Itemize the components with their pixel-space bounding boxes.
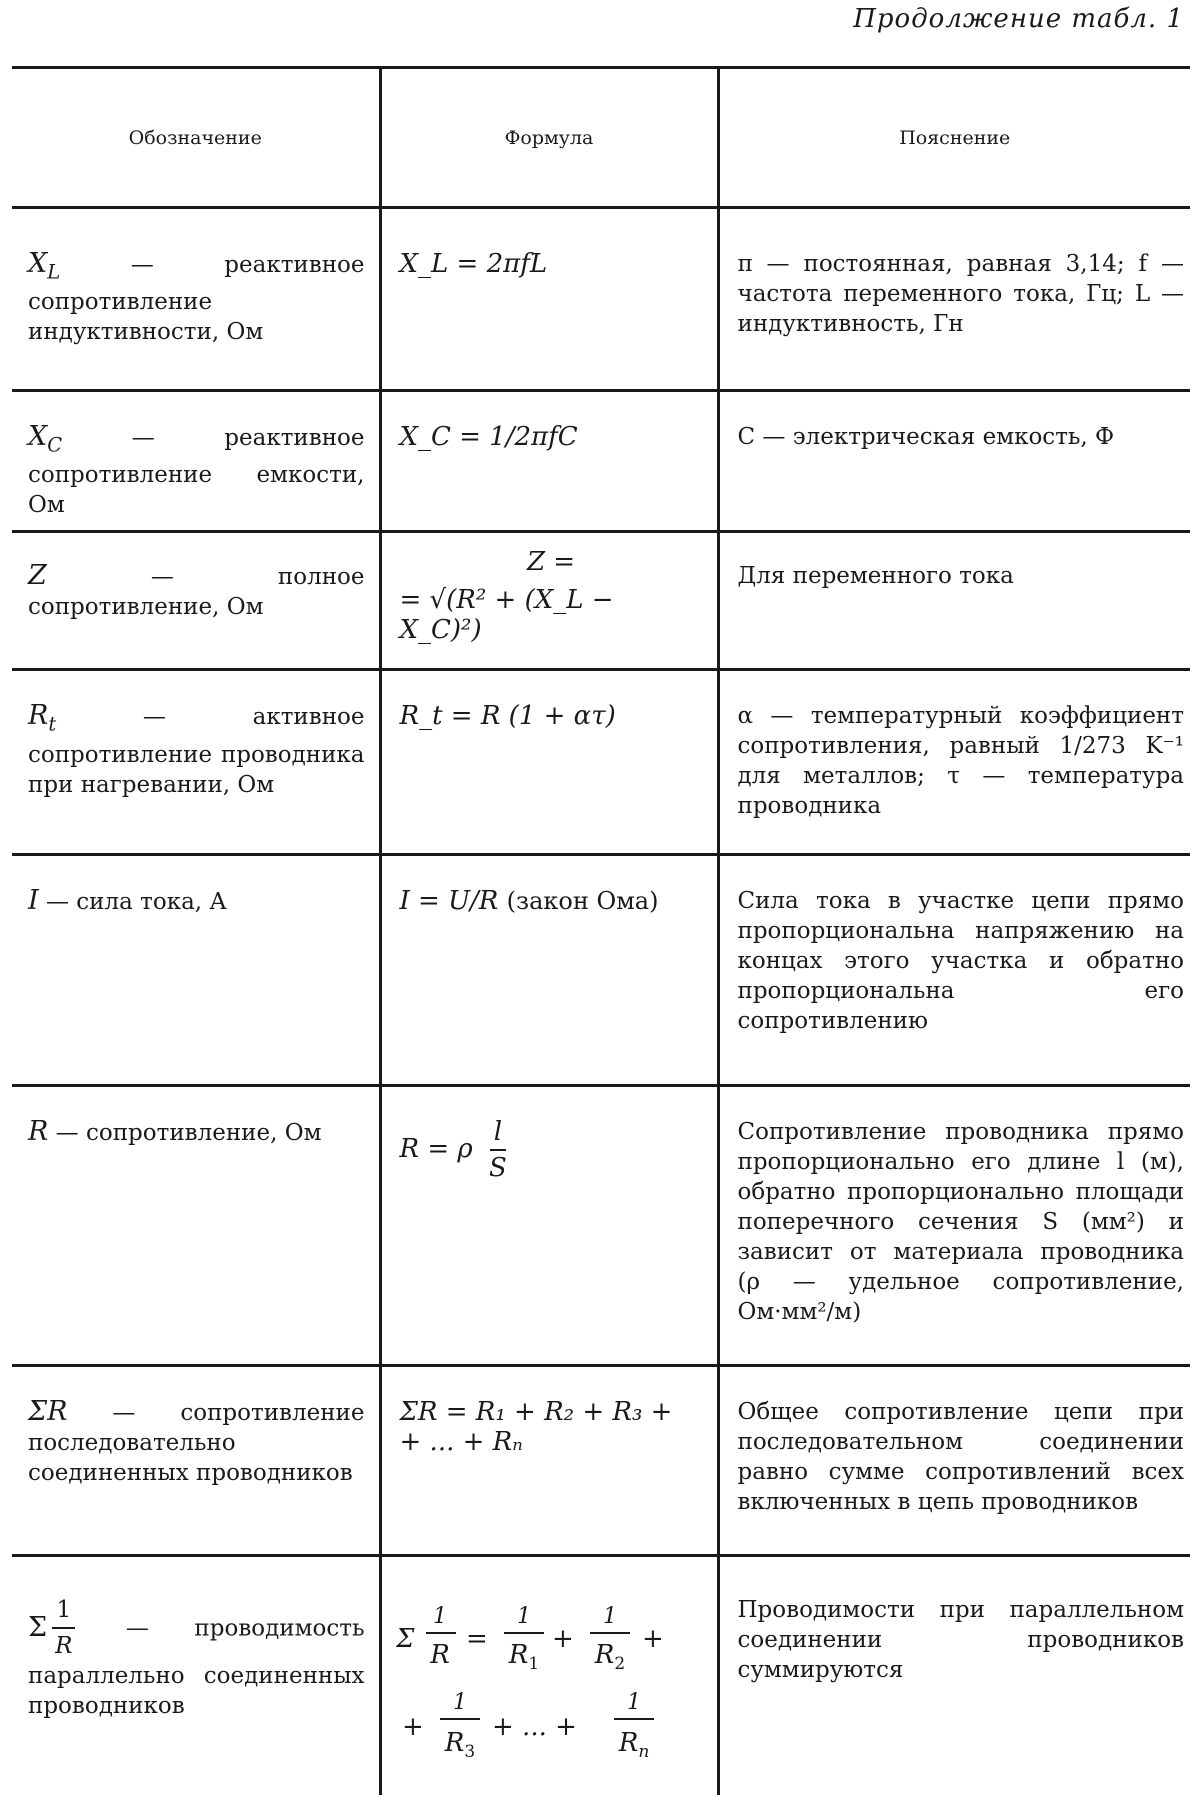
designation-text: — сила тока, А: [38, 889, 227, 916]
formula-line-2: + ... + Rₙ: [399, 1427, 523, 1458]
header-formula: Формула: [380, 68, 718, 208]
explanation-text: Проводимости при параллельном соединении проводников суммируются: [737, 1597, 1184, 1684]
svg-text:Rn: $R_n$: [618, 1728, 649, 1763]
svg-text:Σ: Σ: [395, 1624, 414, 1655]
table-header-row: [12, 68, 1190, 208]
designation-text: — сопротивление, Ом: [48, 1120, 322, 1147]
explanation-cell: [718, 208, 1190, 391]
designation-cell: [12, 208, 380, 391]
formula-note: (закон Ома): [506, 887, 659, 916]
svg-text:+: +: [551, 1624, 574, 1655]
explanation-cell: [718, 391, 1190, 532]
svg-text:R2: $R_2$: [594, 1640, 625, 1675]
explanation-cell: [718, 1086, 1190, 1366]
symbol: Σ $\frac{1}{R}$: [28, 1612, 80, 1643]
svg-text:=: =: [465, 1624, 488, 1655]
formula-text: R_t = R (1 + ατ): [399, 701, 616, 732]
table-row: [12, 1556, 1190, 1796]
explanation-text: C — электрическая емкость, Ф: [737, 424, 1115, 450]
designation-cell: [12, 855, 380, 1086]
formula-text: X_C = 1/2πfC: [399, 422, 578, 452]
explanation-text: Для переменного тока: [737, 563, 1014, 590]
designation-cell: [12, 391, 380, 532]
symbol: $R_t$: [28, 700, 57, 736]
svg-text:R3: $R_3$: [444, 1728, 475, 1763]
continuation-label: Продолжение табл. 1: [853, 4, 1184, 34]
formula-lhs: R = ρ: [399, 1134, 473, 1165]
symbol: $X_L$: [28, 248, 61, 284]
formula-cell: [380, 391, 718, 532]
table-row: [12, 670, 1190, 855]
designation-cell: [12, 532, 380, 670]
symbol: ΣR: [28, 1396, 68, 1428]
header-explanation: Пояснение: [718, 68, 1190, 208]
svg-text:+ ... +: + ... +: [491, 1712, 577, 1743]
symbol: R: [28, 1116, 49, 1148]
designation-text: — сопротивление последовательно соединенных проводников: [28, 1400, 365, 1487]
svg-text:1: 1: [432, 1604, 447, 1630]
svg-text:R1: $R_1$: [508, 1640, 539, 1675]
designation-text: — активное сопротивление проводника при нагревании, Ом: [28, 704, 365, 798]
designation-text: — проводимость параллельно соединенных проводников: [28, 1615, 365, 1720]
svg-text:1: 1: [626, 1690, 641, 1716]
explanation-cell: [718, 855, 1190, 1086]
svg-text:+: +: [401, 1712, 424, 1743]
svg-text:R: R: [429, 1640, 450, 1671]
designation-cell: [12, 670, 380, 855]
formula-text: X_L = 2πfL: [399, 249, 548, 279]
table-row: [12, 855, 1190, 1086]
table-row: [12, 532, 1190, 670]
formula-cell: [380, 1556, 718, 1796]
symbol: $X_C$: [28, 421, 63, 457]
explanation-cell: [718, 532, 1190, 670]
symbol: Z: [28, 560, 47, 592]
formula-fraction: [485, 1117, 511, 1183]
explanation-cell: [718, 670, 1190, 855]
svg-text:1: 1: [452, 1690, 467, 1716]
explanation-text: π — постоянная, равная 3,14; f — частота переменного тока, Гц; L — индуктивность, Гн: [737, 251, 1184, 337]
fraction-numerator: l: [490, 1117, 506, 1151]
formula-line-1: ΣR = R₁ + R₂ + R₃ +: [399, 1397, 673, 1428]
designation-cell: [12, 1556, 380, 1796]
formula-table: [12, 66, 1190, 1795]
formula-line-2: = √(R² + (X_L − X_C)²): [399, 585, 614, 646]
designation-text: — реактивное сопротивление емкости, Ом: [28, 425, 365, 519]
svg-text:1: 1: [602, 1604, 617, 1630]
header-designation: Обозначение: [128, 126, 262, 149]
formula-cell: [380, 855, 718, 1086]
table-row: [12, 1086, 1190, 1366]
designation-text: — реактивное сопротивление индуктивности, Ом: [28, 252, 365, 346]
explanation-text: α — температурный коэффициент сопротивления, равный 1/273 K⁻¹ для металлов; τ — температура проводника: [737, 703, 1184, 820]
formula-cell: [380, 208, 718, 391]
formula-cell: [380, 1086, 718, 1366]
designation-text: — полное сопротивление, Ом: [28, 564, 365, 621]
formula-cell: [380, 1366, 718, 1556]
conductance-formula: [396, 1595, 696, 1785]
table-row: [12, 1366, 1190, 1556]
explanation-text: Сила тока в участке цепи прямо пропорциональна напряжению на концах этого участка и обратно пропорциональна его сопротивлению: [737, 888, 1184, 1035]
svg-text:+: +: [641, 1624, 664, 1655]
explanation-text: Общее сопротивление цепи при последовательном соединении равно сумме сопротивлений всех включенных в цепь проводников: [737, 1399, 1184, 1516]
designation-cell: [12, 1086, 380, 1366]
formula-text: I = U/R: [399, 886, 499, 917]
table-row: [12, 391, 1190, 532]
designation-cell: [12, 1366, 380, 1556]
formula-cell: [380, 670, 718, 855]
table-row: [12, 208, 1190, 391]
symbol: I: [28, 885, 39, 917]
explanation-text: Сопротивление проводника прямо пропорционально его длине l (м), обратно пропорционально площади поперечного сечения S (мм²) и зависит от материала проводника (ρ — удельное сопротивление, Ом·мм²/м): [737, 1119, 1184, 1326]
fraction-denominator: S: [488, 1153, 507, 1184]
formula-cell: [380, 532, 718, 670]
formula-line-1: Z =: [526, 547, 576, 578]
svg-text:1: 1: [516, 1604, 531, 1630]
explanation-cell: [718, 1366, 1190, 1556]
explanation-cell: [718, 1556, 1190, 1796]
